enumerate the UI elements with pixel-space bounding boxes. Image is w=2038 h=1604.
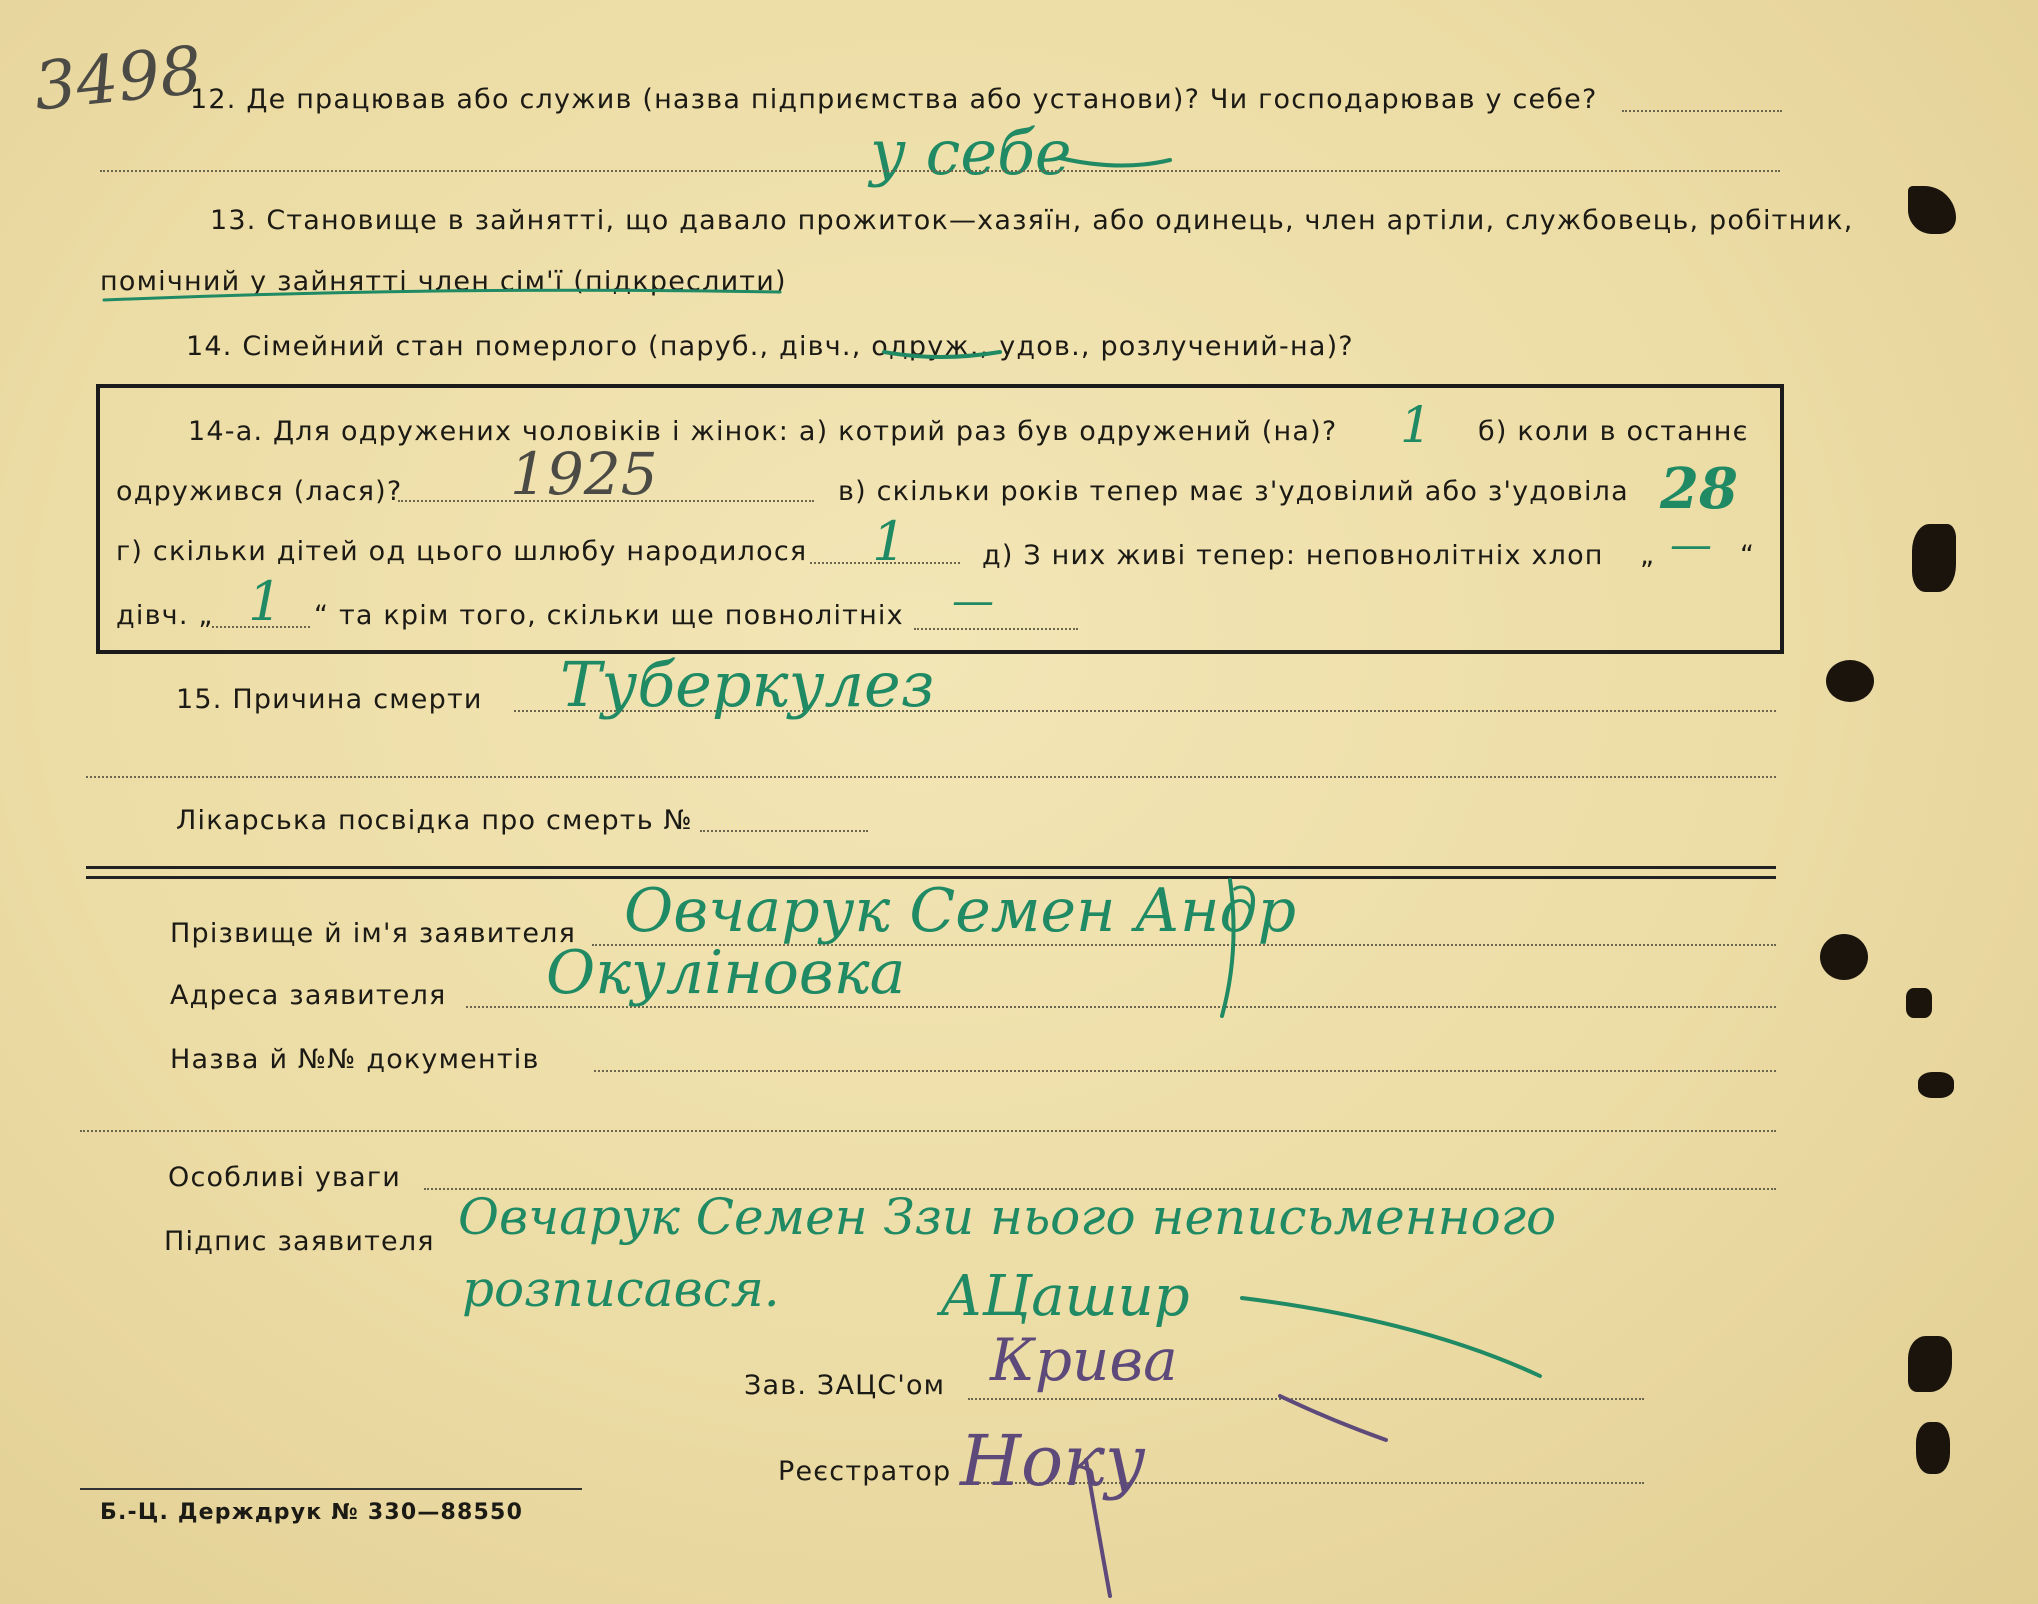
applicant-sign-value-3: АЦашир <box>940 1264 1190 1329</box>
q13-line1: 13. Становище в зайнятті, що давало прожиток—хазяїн, або одинець, член артіли, службовець, робітник, <box>210 205 1854 236</box>
punch-hole-5 <box>1906 988 1932 1018</box>
punch-hole-2 <box>1912 524 1956 592</box>
q14a-adults-answer: — <box>952 576 994 625</box>
head-sign-line <box>968 1398 1644 1400</box>
q14a-v-answer: 28 <box>1660 456 1738 522</box>
margin-note: 3498 <box>30 31 206 126</box>
q14a-a-answer: 1 <box>1400 396 1432 454</box>
q13-line2: помічний у зайнятті член сім'ї (підкреслити) <box>100 266 787 297</box>
q14a-line2b: в) скільки років тепер має з'удовілий або з'удовіла <box>838 476 1629 507</box>
section-divider-top <box>86 866 1776 869</box>
q12-dotted-line <box>1622 110 1782 112</box>
print-mark: Б.-Ц. Держдрук № 330—88550 <box>100 1500 524 1525</box>
applicant-docs-line-2 <box>80 1130 1776 1132</box>
head-signature: Крива <box>990 1326 1178 1394</box>
q14a-boys-open: „ <box>1640 540 1656 571</box>
applicant-address-value: Окуліновка <box>546 938 906 1008</box>
q14a-line4b: “ та крім того, скільки ще повнолітніх <box>314 600 904 631</box>
q14a-g-answer: 1 <box>872 510 907 573</box>
applicant-name-label: Прізвище й ім'я заявителя <box>170 918 577 949</box>
applicant-address-label: Адреса заявителя <box>170 980 447 1011</box>
q14a-line4: дівч. „ <box>116 600 214 631</box>
print-mark-rule <box>80 1488 582 1490</box>
punch-hole-8 <box>1916 1422 1950 1474</box>
q14a-line3: г) скільки дітей од цього шлюбу народилося <box>116 536 808 567</box>
q15-label: 15. Причина смерти <box>176 684 483 715</box>
applicant-sign-value-1: Овчарук Семен Ззи нього неписьменного <box>458 1188 1557 1246</box>
applicant-name-value: Овчарук Семен Андр <box>624 876 1296 946</box>
q14a-b-answer: 1925 <box>510 440 658 508</box>
punch-hole-4 <box>1820 934 1868 980</box>
q12-answer: у себе <box>870 116 1072 189</box>
applicant-sign-value-2: розписався. <box>462 1260 780 1318</box>
punch-hole-3 <box>1826 660 1874 702</box>
punch-hole-6 <box>1918 1072 1954 1098</box>
applicant-docs-line <box>594 1070 1776 1072</box>
q14a-girls-answer: 1 <box>248 570 283 633</box>
q15-answer: Туберкулез <box>560 648 935 721</box>
q12-label: 12. Де працював або служив (назва підприємства або установи)? Чи господарював у себе? <box>190 84 1598 115</box>
q14a-line2: одружився (лася)? <box>116 476 403 507</box>
punch-hole-7 <box>1908 1336 1952 1392</box>
medical-dotted-line <box>700 830 868 832</box>
q12-answer-line <box>100 170 1780 172</box>
applicant-notes-label: Особливі уваги <box>168 1162 402 1193</box>
registrar-label: Реєстратор <box>778 1456 952 1487</box>
q14a-line1: 14-а. Для одружених чоловіків і жінок: а) котрий раз був одружений (на)? <box>188 416 1338 447</box>
q14a-adults-dots <box>914 628 1078 630</box>
q14a-line1b: б) коли в останнє <box>1478 416 1749 447</box>
applicant-docs-label: Назва й №№ документів <box>170 1044 540 1075</box>
applicant-sign-label: Підпис заявителя <box>164 1226 435 1257</box>
q14a-boys-close: “ <box>1740 540 1756 571</box>
head-label: Зав. ЗАЦС'ом <box>744 1370 946 1401</box>
punch-hole-1 <box>1908 186 1956 234</box>
q14-label: 14. Сімейний стан померлого (паруб., дівч., одруж., удов., розлучений-на)? <box>186 331 1354 362</box>
q14a-boys-answer: — <box>1670 520 1712 569</box>
medical-label: Лікарська посвідка про смерть № <box>176 805 693 836</box>
q14a-line3b: д) З них живі тепер: неповнолітніх хлоп <box>982 540 1604 571</box>
registrar-signature: Ноку <box>960 1420 1146 1502</box>
q15-second-line <box>86 776 1776 778</box>
